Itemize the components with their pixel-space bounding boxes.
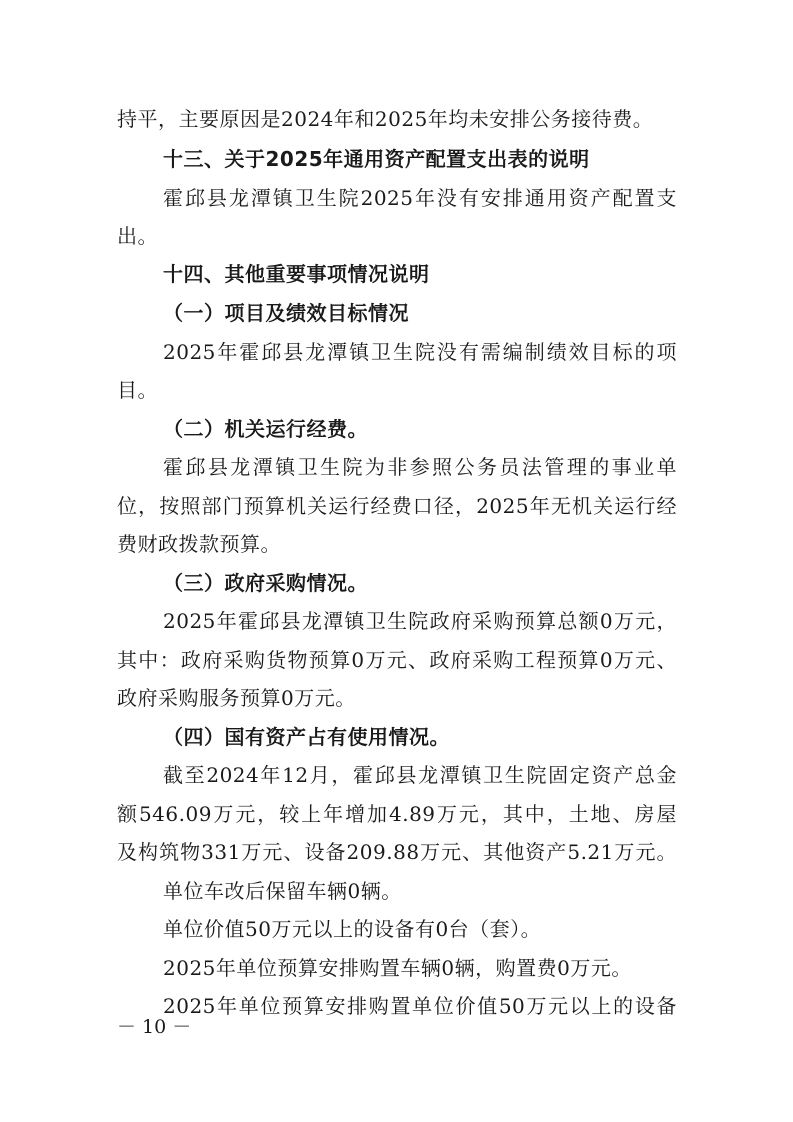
text-line: 霍邱县龙潭镇卫生院为非参照公务员法管理的事业单 xyxy=(163,455,677,479)
text-line: 霍邱县龙潭镇卫生院2025年没有安排通用资产配置支 xyxy=(163,186,677,210)
text-line: 其中：政府采购货物预算0万元、政府采购工程预算0万元、 xyxy=(117,648,677,672)
text-line: 2025年单位预算安排购置车辆0辆，购置费0万元。 xyxy=(163,956,632,980)
text-line: 目。 xyxy=(117,378,158,402)
text-line: 出。 xyxy=(117,224,158,248)
text-line: 2025年单位预算安排购置单位价值50万元以上的设备 xyxy=(163,994,677,1018)
text-line: 费财政拨款预算。 xyxy=(117,532,281,556)
page-number: － 10 － xyxy=(117,1016,192,1038)
subsection-heading: （二）机关运行经费。 xyxy=(163,417,368,441)
text-line: 单位价值50万元以上的设备有0台（套）。 xyxy=(163,917,542,941)
text-line: 单位车改后保留车辆0辆。 xyxy=(163,879,402,903)
text-line: 位，按照部门预算机关运行经费口径，2025年无机关运行经 xyxy=(117,494,677,518)
subsection-heading: （一）项目及绩效目标情况 xyxy=(163,301,409,325)
text-line: 政府采购服务预算0万元。 xyxy=(117,686,356,710)
subsection-heading: （三）政府采购情况。 xyxy=(163,571,368,595)
text-line: 持平，主要原因是2024年和2025年均未安排公务接待费。 xyxy=(117,107,654,131)
text-line: 2025年霍邱县龙潭镇卫生院政府采购预算总额0万元， xyxy=(163,609,677,633)
section-heading: 十四、其他重要事项情况说明 xyxy=(163,262,430,286)
subsection-heading: （四）国有资产占有使用情况。 xyxy=(163,725,450,749)
text-line: 截至2024年12月，霍邱县龙潭镇卫生院固定资产总金 xyxy=(163,763,677,787)
text-line: 额546.09万元，较上年增加4.89万元，其中，土地、房屋 xyxy=(117,802,677,826)
text-line: 2025年霍邱县龙潭镇卫生院没有需编制绩效目标的项 xyxy=(163,340,677,364)
text-line: 及构筑物331万元、设备209.88万元、其他资产5.21万元。 xyxy=(117,840,677,864)
section-heading: 十三、关于2025年通用资产配置支出表的说明 xyxy=(163,147,590,171)
